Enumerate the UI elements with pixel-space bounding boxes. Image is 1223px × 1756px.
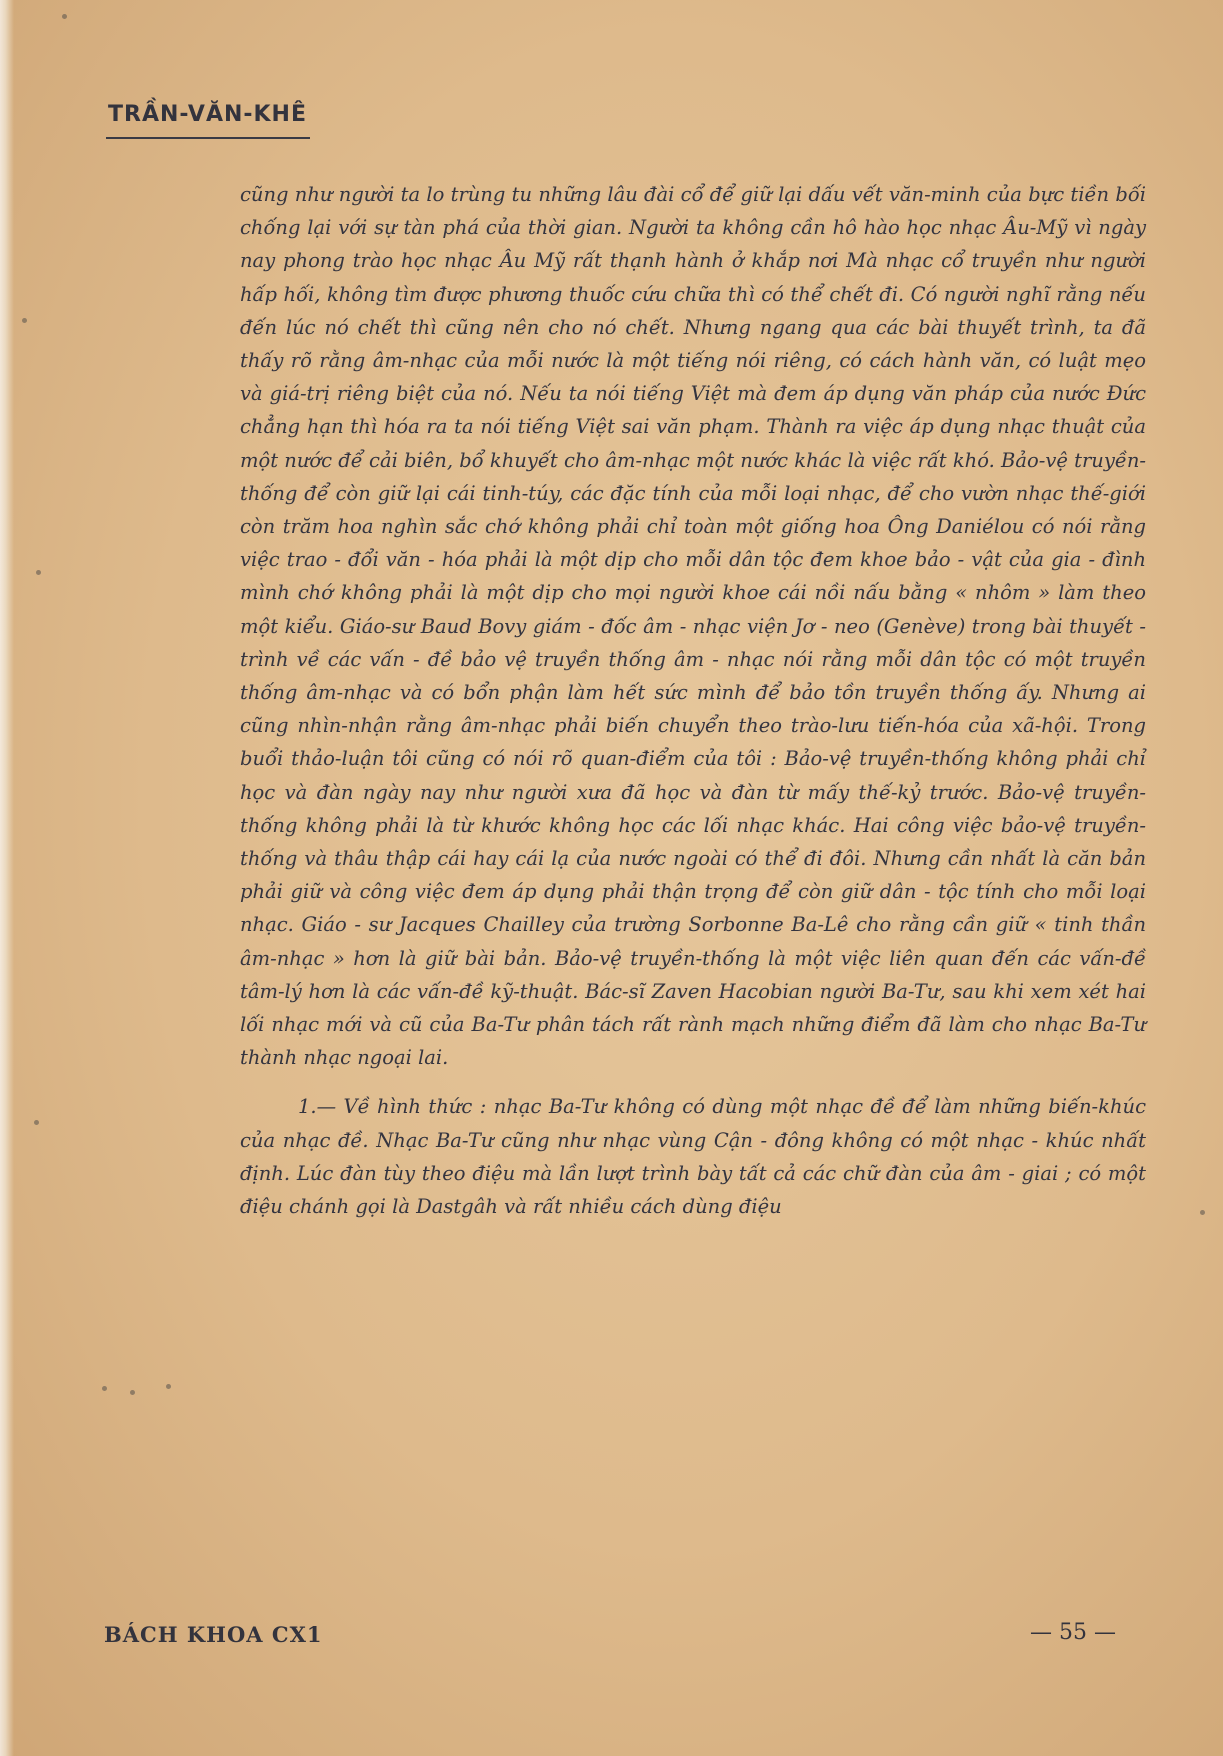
article-body [240,178,1146,1223]
publication-name: BÁCH KHOA CX1 [104,1622,323,1647]
body-paragraph: cũng như người ta lo trùng tu những lâu đài cổ để giữ lại dấu vết văn-minh của bực tiền bối chống lại với sự tàn phá của thời gian. Người ta không cần hô hào học nhạc Âu-Mỹ vì ngày nay phong trào học nhạc Âu Mỹ rất thạnh hành ở khắp nơi Mà nhạc cổ truyền như người hấp hối, không tìm được phương thuốc cứu chữa thì có thể chết đi. Có người nghĩ rằng nếu đến lúc nó chết thì cũng nên cho nó chết. Nhưng ngang qua các bài thuyết trình, ta đã thấy rõ rằng âm-nhạc của mỗi nước là một tiếng nói riêng, có cách hành văn, có luật mẹo và giá-trị riêng biệt của nó. Nếu ta nói tiếng Việt mà đem áp dụng văn pháp của nước Đức chẳng hạn thì hóa ra ta nói tiếng Việt sai văn phạm. Thành ra việc áp dụng nhạc thuật của một nước để cải biên, bổ khuyết cho âm-nhạc một nước khác là việc rất khó. Bảo-vệ truyền-thống để còn giữ lại cái tinh-túy, các đặc tính của mỗi loại nhạc, để cho vườn nhạc thế-giới còn trăm hoa nghìn sắc chớ không phải chỉ toàn một giống hoa Ông Daniélou có nói rằng việc trao - đổi văn - hóa phải là một dịp cho mỗi dân tộc đem khoe bảo - vật của gia - đình mình chớ không phải là một dịp cho mọi người khoe cái nồi nấu bằng « nhôm » làm theo một kiểu. Giáo-sư Baud Bovy giám - đốc âm - nhạc viện Jơ - neo (Genève) trong bài thuyết - trình về các vấn - đề bảo vệ truyền thống âm - nhạc nói rằng mỗi dân tộc có một truyền thống âm-nhạc và có bổn phận làm hết sức mình để bảo tồn truyền thống ấy. Nhưng ai cũng nhìn-nhận rằng âm-nhạc phải biến chuyển theo trào-lưu tiến-hóa của xã-hội. Trong buổi thảo-luận tôi cũng có nói rõ quan-điểm của tôi : Bảo-vệ truyền-thống không phải chỉ học và đàn ngày nay như người xưa đã học và đàn từ mấy thế-kỷ trước. Bảo-vệ truyền-thống không phải là từ khước không học các lối nhạc khác. Hai công việc bảo-vệ truyền-thống và thâu thập cái hay cái lạ của nước ngoài có thể đi đôi. Nhưng cần nhất là căn bản phải giữ và công việc đem áp dụng phải thận trọng để còn giữ dân - tộc tính cho mỗi loại nhạc. Giáo - sư Jacques Chailley của trường Sorbonne Ba-Lê cho rằng cần giữ « tinh thần âm-nhạc » hơn là giữ bài bản. Bảo-vệ truyền-thống là một việc liên quan đến các vấn-đề tâm-lý hơn là các vấn-đề kỹ-thuật. Bác-sĩ Zaven Hacobian người Ba-Tư, sau khi xem xét hai lối nhạc mới và cũ của Ba-Tư phân tách rất rành mạch những điểm đã làm cho nhạc Ba-Tư thành nhạc ngoại lai. [240,183,1146,1070]
torn-page-edge [0,0,14,1756]
running-head-underline [106,137,310,139]
paper-speck [62,14,67,19]
running-head: TRẦN-VĂN-KHÊ [108,102,307,127]
body-paragraph-numbered: 1.— Về hình thức : nhạc Ba-Tư không có dùng một nhạc đề để làm những biến-khúc của nhạc đề. Nhạc Ba-Tư cũng như nhạc vùng Cận - đông không có một nhạc - khúc nhất định. Lúc đàn tùy theo điệu mà lần lượt trình bày tất cả các chữ đàn của âm - giai ; có một điệu chánh gọi là Dastgâh và rất nhiều cách dùng điệu [240,1095,1146,1219]
paper-speck [102,1386,107,1391]
paper-speck [130,1390,135,1395]
paper-speck [166,1384,171,1389]
paper-speck [22,318,27,323]
paper-speck [34,1120,39,1125]
paper-speck [1200,1210,1205,1215]
page-number: — 55 — [1030,1620,1116,1645]
paper-speck [36,570,41,575]
